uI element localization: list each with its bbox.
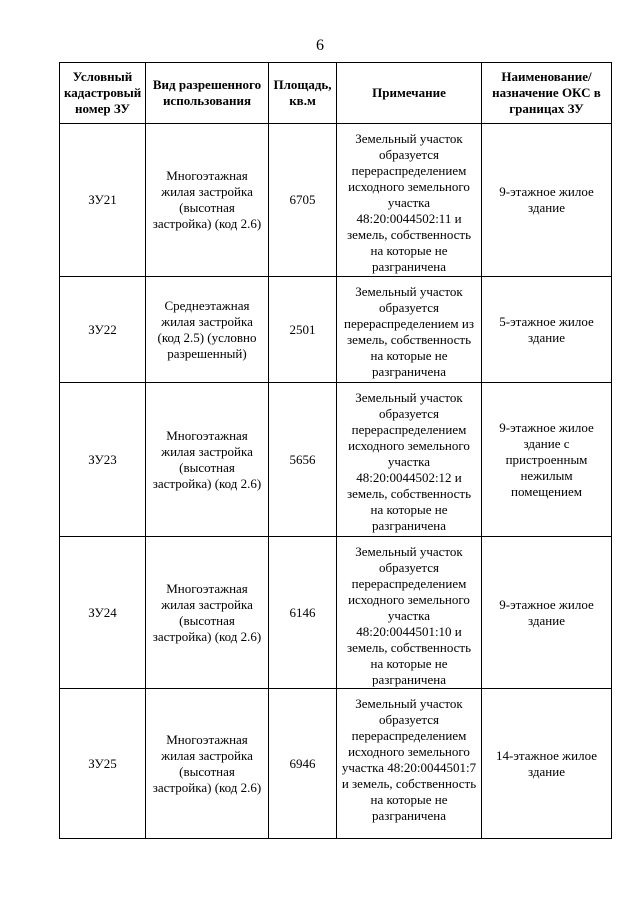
- header-area: Площадь, кв.м: [269, 63, 337, 124]
- cell-oks: 5-этажное жилое здание: [482, 277, 612, 383]
- header-cadastral-number: Условный кадастровый номер ЗУ: [60, 63, 146, 124]
- cell-area: 5656: [269, 383, 337, 537]
- cell-oks: 9-этажное жилое здание: [482, 124, 612, 277]
- cell-area: 6705: [269, 124, 337, 277]
- header-permitted-use: Вид разрешенного использования: [146, 63, 269, 124]
- cell-permitted-use: Многоэтажная жилая застройка (высотная застройка) (код 2.6): [146, 537, 269, 689]
- cell-plot-id: ЗУ22: [60, 277, 146, 383]
- cell-note: Земельный участок образуется перераспределением исходного земельного участка 48:20:0044501:7 и земель, собственность на которые не разграничена: [337, 689, 482, 839]
- cell-area: 6146: [269, 537, 337, 689]
- table-row: [60, 124, 612, 277]
- cell-plot-id: ЗУ23: [60, 383, 146, 537]
- land-plots-table: [59, 62, 612, 839]
- cell-oks: 14-этажное жилое здание: [482, 689, 612, 839]
- table-row: [60, 277, 612, 383]
- header-note: Примечание: [337, 63, 482, 124]
- cell-plot-id: ЗУ21: [60, 124, 146, 277]
- cell-permitted-use: Многоэтажная жилая застройка (высотная застройка) (код 2.6): [146, 689, 269, 839]
- cell-oks: 9-этажное жилое здание с пристроенным нежилым помещением: [482, 383, 612, 537]
- cell-plot-id: ЗУ24: [60, 537, 146, 689]
- cell-oks: 9-этажное жилое здание: [482, 537, 612, 689]
- header-oks-name: Наименование/ назначение ОКС в границах ЗУ: [482, 63, 612, 124]
- cell-note: Земельный участок образуется перераспределением исходного земельного участка 48:20:0044501:10 и земель, собственность на которые не разграничена: [337, 537, 482, 689]
- cell-permitted-use: Среднеэтажная жилая застройка (код 2.5) (условно разрешенный): [146, 277, 269, 383]
- cell-plot-id: ЗУ25: [60, 689, 146, 839]
- table-row: [60, 689, 612, 839]
- cell-permitted-use: Многоэтажная жилая застройка (высотная застройка) (код 2.6): [146, 124, 269, 277]
- cell-area: 2501: [269, 277, 337, 383]
- table-header-row: [60, 63, 612, 124]
- table-row: [60, 383, 612, 537]
- cell-note: Земельный участок образуется перераспределением исходного земельного участка 48:20:0044502:12 и земель, собственность на которые не разграничена: [337, 383, 482, 537]
- table-row: [60, 537, 612, 689]
- cell-note: Земельный участок образуется перераспределением исходного земельного участка 48:20:0044502:11 и земель, собственность на которые не разграничена: [337, 124, 482, 277]
- cell-permitted-use: Многоэтажная жилая застройка (высотная застройка) (код 2.6): [146, 383, 269, 537]
- cell-area: 6946: [269, 689, 337, 839]
- page-number: 6: [316, 37, 324, 54]
- cell-note: Земельный участок образуется перераспределением из земель, собственность на которые не разграничена: [337, 277, 482, 383]
